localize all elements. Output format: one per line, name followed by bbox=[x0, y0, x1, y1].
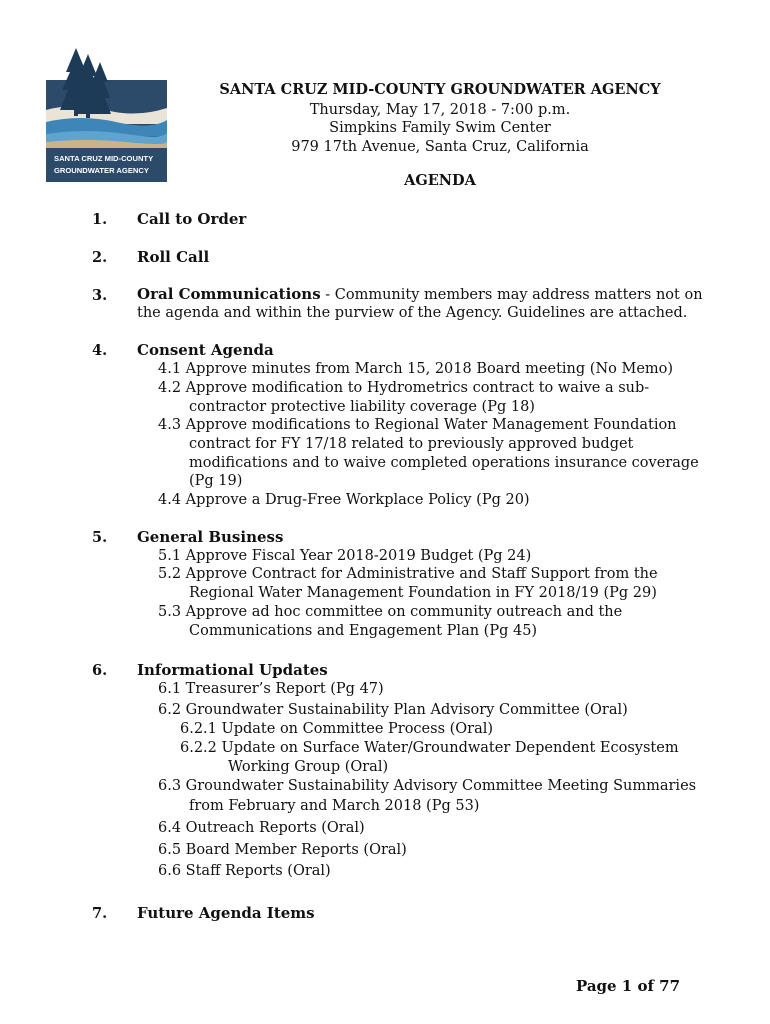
sub-item-4-3: 4.3 Approve modifications to Regional Water Management Foundation bbox=[158, 417, 677, 433]
sub-item-6-3-cont: from February and March 2018 (Pg 53) bbox=[189, 798, 480, 814]
sub-item-5-2: 5.2 Approve Contract for Administrative and Staff Support from the bbox=[158, 566, 658, 582]
item-title-informational-updates: Informational Updates bbox=[137, 661, 328, 679]
agency-logo bbox=[46, 44, 167, 182]
sub-item-4-3-cont: modifications and to waive completed operations insurance coverage bbox=[189, 455, 699, 471]
item-title-roll-call: Roll Call bbox=[137, 248, 210, 266]
item-number: 4. bbox=[92, 342, 108, 359]
sub-item-6-5: 6.5 Board Member Reports (Oral) bbox=[158, 842, 407, 858]
sub-item-4-3-cont: (Pg 19) bbox=[189, 473, 243, 489]
page-number: Page 1 of 77 bbox=[575, 977, 680, 995]
sub-item-6-2-2: 6.2.2 Update on Surface Water/Groundwater Dependent Ecosystem bbox=[180, 740, 679, 756]
meeting-address: 979 17th Avenue, Santa Cruz, California bbox=[291, 139, 589, 155]
item-title-general-business: General Business bbox=[137, 528, 284, 546]
sub-item-6-2-2-cont: Working Group (Oral) bbox=[228, 759, 389, 775]
item-title-oral-communications: Oral Communications bbox=[137, 285, 321, 303]
sub-item-5-1: 5.1 Approve Fiscal Year 2018-2019 Budget (Pg 24) bbox=[158, 548, 532, 564]
sub-item-5-3: 5.3 Approve ad hoc committee on community outreach and the bbox=[158, 604, 623, 620]
sub-item-6-2-1: 6.2.1 Update on Committee Process (Oral) bbox=[180, 721, 494, 737]
oral-communications-text: - Community members may address matters not on bbox=[320, 287, 703, 303]
logo-text-line2: GROUNDWATER AGENCY bbox=[54, 166, 149, 175]
agenda-heading: AGENDA bbox=[404, 172, 476, 189]
oral-communications-line2: the agenda and within the purview of the Agency. Guidelines are attached. bbox=[137, 305, 688, 321]
sub-item-4-3-cont: contract for FY 17/18 related to previously approved budget bbox=[189, 436, 634, 452]
sub-item-6-6: 6.6 Staff Reports (Oral) bbox=[158, 863, 331, 879]
meeting-date: Thursday, May 17, 2018 - 7:00 p.m. bbox=[309, 102, 571, 118]
item-title-future-agenda-items: Future Agenda Items bbox=[137, 904, 315, 922]
item-number: 6. bbox=[92, 662, 108, 679]
sub-item-4-1: 4.1 Approve minutes from March 15, 2018 Board meeting (No Memo) bbox=[158, 361, 674, 377]
item-number: 1. bbox=[92, 211, 108, 228]
oral-communications-line1 bbox=[137, 285, 703, 305]
item-number: 7. bbox=[92, 905, 108, 922]
meeting-venue: Simpkins Family Swim Center bbox=[329, 120, 551, 136]
sub-item-6-1: 6.1 Treasurer’s Report (Pg 47) bbox=[158, 681, 384, 697]
item-number: 2. bbox=[92, 249, 108, 266]
sub-item-6-3: 6.3 Groundwater Sustainability Advisory Committee Meeting Summaries bbox=[158, 778, 697, 794]
agency-title: SANTA CRUZ MID-COUNTY GROUNDWATER AGENCY bbox=[219, 81, 661, 98]
sub-item-4-4: 4.4 Approve a Drug-Free Workplace Policy (Pg 20) bbox=[158, 492, 530, 508]
item-number: 5. bbox=[92, 529, 108, 546]
sub-item-4-2: 4.2 Approve modification to Hydrometrics contract to waive a sub- bbox=[158, 380, 650, 396]
sub-item-5-2-cont: Regional Water Management Foundation in FY 2018/19 (Pg 29) bbox=[189, 585, 657, 601]
logo-graphic bbox=[46, 44, 167, 182]
item-title-call-to-order: Call to Order bbox=[137, 210, 247, 228]
sub-item-6-2: 6.2 Groundwater Sustainability Plan Advisory Committee (Oral) bbox=[158, 702, 628, 718]
item-number: 3. bbox=[92, 287, 108, 304]
item-title-consent-agenda: Consent Agenda bbox=[137, 341, 274, 359]
sub-item-6-4: 6.4 Outreach Reports (Oral) bbox=[158, 820, 365, 836]
logo-text-line1: SANTA CRUZ MID-COUNTY bbox=[54, 154, 154, 163]
sub-item-5-3-cont: Communications and Engagement Plan (Pg 45) bbox=[189, 623, 538, 639]
sub-item-4-2-cont: contractor protective liability coverage (Pg 18) bbox=[189, 399, 535, 415]
